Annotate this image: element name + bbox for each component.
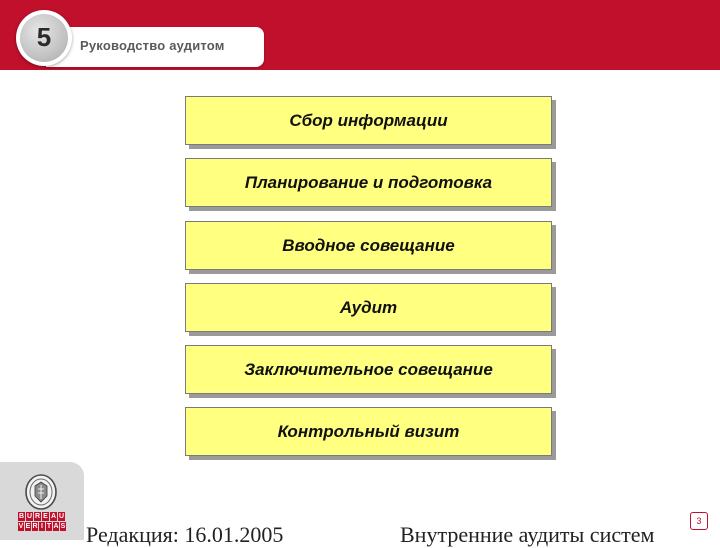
logo-letter-tile: U xyxy=(26,513,33,520)
logo-letter-tile: I xyxy=(39,522,45,531)
step-label: Контрольный визит xyxy=(277,421,460,441)
section-number: 5 xyxy=(36,22,52,52)
logo-letter-tile: V xyxy=(18,523,24,530)
footer-edition: Редакция: 16.01.2005 xyxy=(86,522,284,547)
step-box xyxy=(185,345,552,394)
step-box xyxy=(185,158,552,207)
page-number: 3 xyxy=(690,512,708,530)
step-label: Аудит xyxy=(339,297,398,317)
footer-course: Внутренние аудиты систем xyxy=(400,522,655,547)
logo-letter-tile: E xyxy=(25,523,31,530)
bureau-veritas-emblem-icon xyxy=(24,474,58,510)
step-label: Сбор информации xyxy=(289,110,448,130)
step-label: Вводное совещание xyxy=(282,235,455,255)
logo-letter-tile: B xyxy=(18,513,25,520)
logo-letter-tile: S xyxy=(60,523,66,530)
step-label: Заключительное совещание xyxy=(244,359,493,379)
step-label: Планирование и подготовка xyxy=(244,172,493,192)
step-box xyxy=(185,407,552,456)
logo-letter-tile: T xyxy=(46,523,52,530)
step-box xyxy=(185,283,552,332)
step-box xyxy=(185,96,552,145)
logo-letter-tile: U xyxy=(58,513,65,520)
section-title-tab xyxy=(46,27,264,67)
logo-letter-tile: A xyxy=(53,523,59,530)
section-number-badge xyxy=(16,10,72,66)
logo-letter-tile: R xyxy=(32,523,38,530)
section-title: Руководство аудитом xyxy=(80,38,225,53)
logo-letter-tile: E xyxy=(43,513,48,520)
bureau-veritas-logo xyxy=(18,512,66,532)
step-box xyxy=(185,221,552,270)
logo-letter-tile: R xyxy=(34,513,41,520)
logo-letter-tile: A xyxy=(50,513,57,520)
